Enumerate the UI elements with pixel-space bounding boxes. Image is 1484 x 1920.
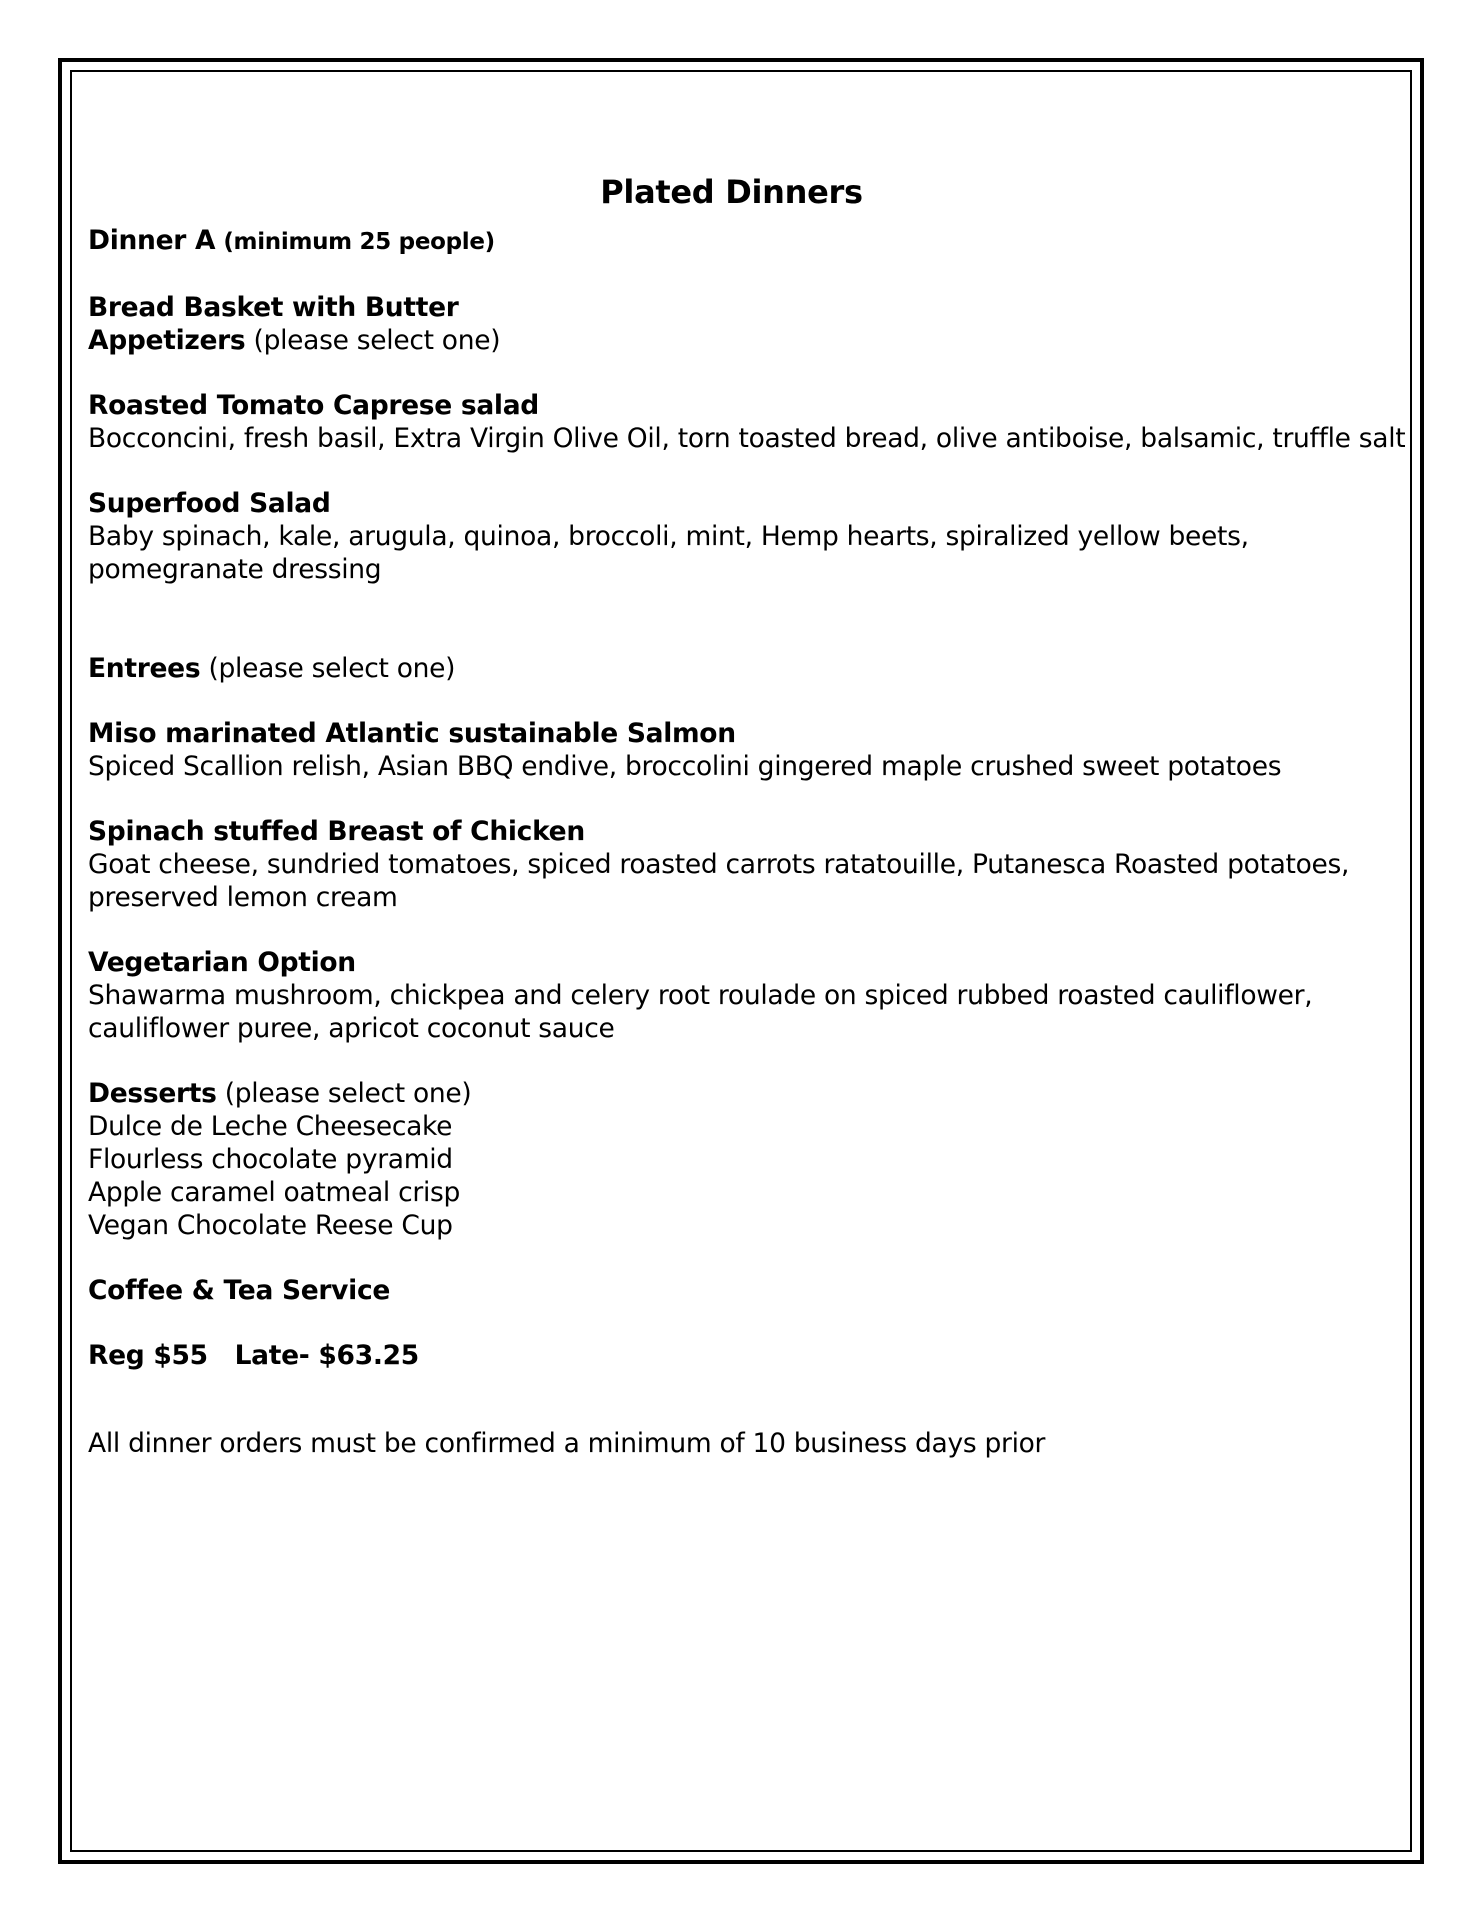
price-late: Late- $63.25 — [234, 1340, 419, 1371]
desserts-heading — [88, 1077, 1388, 1110]
dinner-name: Dinner A — [88, 225, 216, 256]
desserts-note: (please select one) — [224, 1078, 472, 1109]
entree-description: preserved lemon cream — [88, 882, 398, 913]
desserts-label: Desserts — [88, 1078, 217, 1109]
entree-item — [88, 946, 1388, 1045]
menu-content — [88, 172, 1406, 1460]
appetizers-note: (please select one) — [253, 325, 501, 356]
appetizer-item — [88, 487, 1388, 586]
appetizer-description: pomegranate dressing — [88, 554, 382, 585]
entrees-note: (please select one) — [208, 653, 456, 684]
footer-note: All dinner orders must be confirmed a minimum of 10 business days prior — [88, 1428, 1046, 1459]
appetizer-item — [88, 389, 1406, 455]
dessert-item: Vegan Chocolate Reese Cup — [88, 1210, 453, 1241]
dinner-heading — [88, 224, 1388, 259]
appetizer-description: Baby spinach, kale, arugula, quinoa, broccoli, mint, Hemp hearts, spiralized yellow beets, — [88, 521, 1249, 552]
entree-description: Shawarma mushroom, chickpea and celery root roulade on spiced rubbed roasted cauliflower, — [88, 980, 1313, 1011]
page-title: Plated Dinners — [600, 173, 863, 211]
entrees-label: Entrees — [88, 653, 201, 684]
dessert-item: Flourless chocolate pyramid — [88, 1144, 453, 1175]
price-regular: Reg $55 — [88, 1340, 208, 1371]
appetizer-name: Superfood Salad — [88, 488, 331, 519]
bread-basket: Bread Basket with Butter — [88, 292, 459, 323]
dinner-minimum: (minimum 25 people) — [223, 229, 495, 255]
dessert-item: Dulce de Leche Cheesecake — [88, 1111, 453, 1142]
price-line — [88, 1339, 1388, 1372]
entrees-heading — [88, 652, 1388, 685]
appetizers-label: Appetizers — [88, 325, 246, 356]
entree-description: Spiced Scallion relish, Asian BBQ endive, broccolini gingered maple crushed sweet potatoes — [88, 751, 1282, 782]
entree-item — [88, 815, 1388, 914]
entree-description: Goat cheese, sundried tomatoes, spiced roasted carrots ratatouille, Putanesca Roasted potatoes, — [88, 849, 1350, 880]
appetizer-name: Roasted Tomato Caprese salad — [88, 390, 539, 421]
entree-name: Miso marinated Atlantic sustainable Salmon — [88, 718, 736, 749]
entree-item — [88, 717, 1388, 783]
appetizers-heading — [88, 324, 1388, 357]
entree-description: cauliflower puree, apricot coconut sauce — [88, 1013, 615, 1044]
dessert-item: Apple caramel oatmeal crisp — [88, 1177, 461, 1208]
appetizer-description: Bocconcini, fresh basil, Extra Virgin Olive Oil, torn toasted bread, olive antiboise, balsamic, truffle salt — [88, 423, 1406, 454]
coffee-service: Coffee & Tea Service — [88, 1275, 391, 1306]
entree-name: Vegetarian Option — [88, 947, 356, 978]
entree-name: Spinach stuffed Breast of Chicken — [88, 816, 585, 847]
